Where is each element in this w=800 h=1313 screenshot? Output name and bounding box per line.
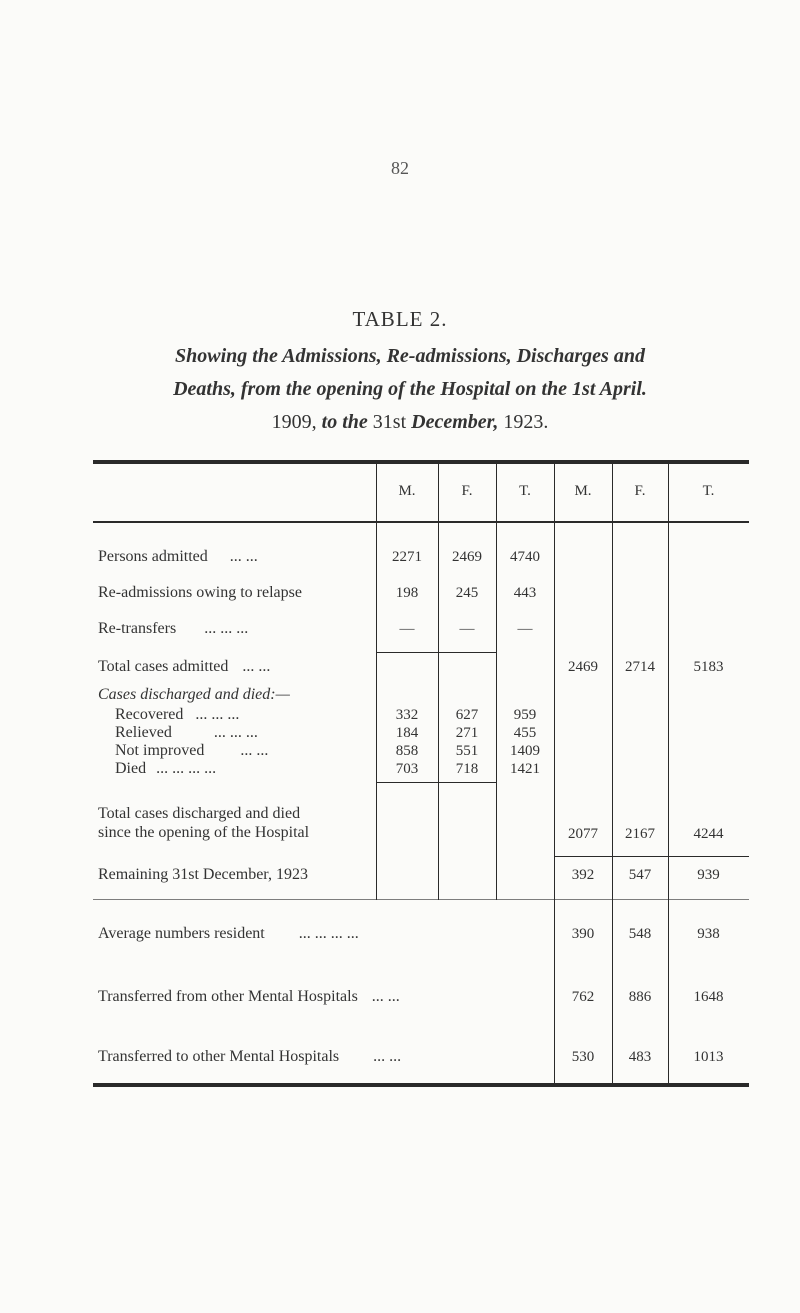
row-label-total-discharged-2: since the opening of the Hospital xyxy=(98,824,310,841)
row-label-total-discharged-1: Total cases discharged and died xyxy=(98,805,301,822)
table-top-rule xyxy=(93,460,749,464)
remaining-m: 392 xyxy=(571,867,595,883)
table-bottom-rule xyxy=(93,1083,749,1087)
total-discharged-f: 2167 xyxy=(625,826,655,842)
col-sep-2 xyxy=(438,462,439,900)
total-admitted-f: 2714 xyxy=(625,659,655,675)
subtitle-december: December, xyxy=(411,411,499,433)
recovered-f: 627 xyxy=(455,707,479,723)
row-label-transferred-from: Transferred from other Mental Hospitals ... ... xyxy=(98,988,400,1005)
died-f: 718 xyxy=(455,761,479,777)
section-divider-rule xyxy=(93,899,749,900)
row-label-relieved: Relieved ... ... ... xyxy=(115,724,258,741)
readmissions-t: 443 xyxy=(513,585,537,601)
page-number: 82 xyxy=(391,158,409,178)
subtitle-line-3 xyxy=(60,411,760,434)
not-improved-m: 858 xyxy=(395,743,419,759)
subtitle-line-2: Deaths, from the opening of the Hospital on the 1st April. xyxy=(173,378,647,400)
header-bottom-rule xyxy=(93,521,749,523)
total-admitted-t: 5183 xyxy=(693,659,724,675)
transferred-to-m: 530 xyxy=(571,1049,595,1065)
average-resident-f: 548 xyxy=(628,926,652,942)
row-label-died: Died ... ... ... ... xyxy=(115,760,217,777)
subtitle-to-the: to the xyxy=(321,411,368,433)
transferred-from-f: 886 xyxy=(628,989,652,1005)
subtitle-year-start: 1909, xyxy=(271,411,317,433)
section-heading-discharged: Cases discharged and died:— xyxy=(98,686,290,703)
header-t-2: T. xyxy=(702,483,715,499)
total-discharged-t: 4244 xyxy=(693,826,724,842)
row-label-persons-admitted: Persons admitted ... ... xyxy=(98,548,258,565)
total-discharged-m: 2077 xyxy=(568,826,598,842)
rule-above-remaining xyxy=(554,856,749,857)
readmissions-m: 198 xyxy=(395,585,419,601)
relieved-f: 271 xyxy=(455,725,479,741)
col-sep-1 xyxy=(376,462,377,900)
average-resident-m: 390 xyxy=(571,926,595,942)
header-f-1: F. xyxy=(461,483,473,499)
retransfers-f: — xyxy=(459,621,475,637)
average-resident-t: 938 xyxy=(697,926,720,942)
row-label-not-improved: Not improved ... ... xyxy=(115,742,269,759)
persons-admitted-m: 2271 xyxy=(392,549,422,565)
transferred-from-t: 1648 xyxy=(693,989,724,1005)
table-title: TABLE 2. xyxy=(352,307,448,331)
header-m-1: M. xyxy=(398,483,416,499)
remaining-f: 547 xyxy=(628,867,652,883)
row-label-readmissions: Re-admissions owing to relapse xyxy=(98,584,302,601)
row-label-transferred-to: Transferred to other Mental Hospitals ... ... xyxy=(98,1048,402,1065)
col-sep-3 xyxy=(496,462,497,900)
header-t-1: T. xyxy=(519,483,531,499)
row-label-retransfers: Re-transfers ... ... ... xyxy=(98,620,249,637)
not-improved-f: 551 xyxy=(455,743,479,759)
recovered-t: 959 xyxy=(513,707,537,723)
remaining-t: 939 xyxy=(697,867,720,883)
rule-above-total-admitted xyxy=(376,652,496,653)
transferred-to-f: 483 xyxy=(628,1049,652,1065)
rule-below-died xyxy=(376,782,496,783)
subtitle-31st: 31st xyxy=(372,411,407,433)
row-label-total-admitted: Total cases admitted ... ... xyxy=(98,658,271,675)
header-m-2: M. xyxy=(574,483,592,499)
retransfers-m: — xyxy=(399,621,415,637)
died-m: 703 xyxy=(395,761,419,777)
readmissions-f: 245 xyxy=(455,585,479,601)
relieved-t: 455 xyxy=(513,725,537,741)
died-t: 1421 xyxy=(510,761,540,777)
retransfers-t: — xyxy=(517,621,533,637)
relieved-m: 184 xyxy=(395,725,419,741)
row-label-remaining: Remaining 31st December, 1923 xyxy=(98,866,308,883)
transferred-to-t: 1013 xyxy=(693,1049,724,1065)
transferred-from-m: 762 xyxy=(571,989,595,1005)
recovered-m: 332 xyxy=(395,707,419,723)
not-improved-t: 1409 xyxy=(510,743,540,759)
row-label-average-resident: Average numbers resident ... ... ... ... xyxy=(98,925,359,942)
subtitle-year-end: 1923. xyxy=(503,411,549,433)
persons-admitted-t: 4740 xyxy=(510,549,540,565)
persons-admitted-f: 2469 xyxy=(452,549,482,565)
header-f-2: F. xyxy=(634,483,646,499)
subtitle-line-1: Showing the Admissions, Re-admissions, Discharges and xyxy=(175,345,645,367)
row-label-recovered: Recovered ... ... ... xyxy=(115,706,240,723)
total-admitted-m: 2469 xyxy=(568,659,598,675)
